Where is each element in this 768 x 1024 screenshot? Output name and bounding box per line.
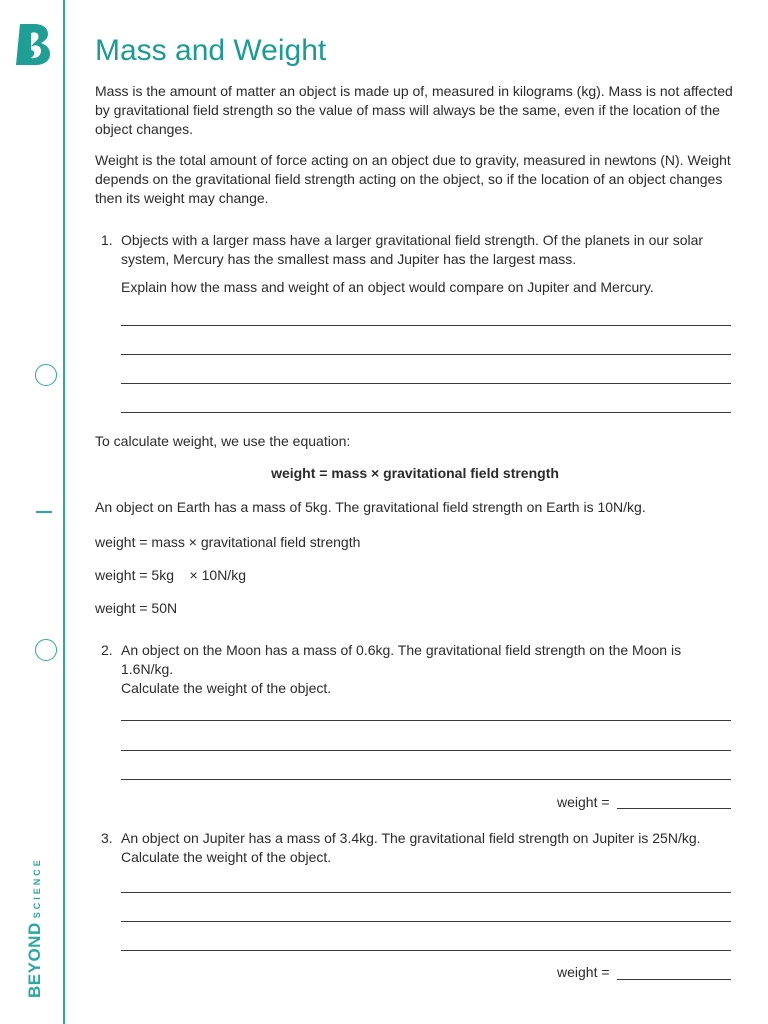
q3-working-line-1[interactable] xyxy=(121,892,731,893)
q2-answer-label: weight = xyxy=(557,794,610,810)
brand-word-beyond: BEYOND xyxy=(25,922,44,998)
margin-line xyxy=(63,0,65,1024)
fold-mark xyxy=(36,511,52,513)
weight-equation: weight = mass × gravitational field strength xyxy=(271,465,559,481)
q2-working-line-1[interactable] xyxy=(121,720,731,721)
equation-intro: To calculate weight, we use the equation: xyxy=(95,433,351,449)
beyond-logo-icon xyxy=(14,22,52,66)
q1-text: Objects with a larger mass have a larger gravitational field strength. Of the planets in our solar system, Mercury has the smallest mass and Jupiter has the largest mass. xyxy=(121,232,704,267)
q3-answer-field[interactable] xyxy=(617,979,731,980)
punch-hole-bottom xyxy=(35,639,57,661)
example-step-3: weight = 50N xyxy=(95,600,178,616)
example-given: An object on Earth has a mass of 5kg. The gravitational field strength on Earth is 10N/kg. xyxy=(95,499,646,515)
intro-mass-paragraph: Mass is the amount of matter an object is made up of, measured in kilograms (kg). Mass is not affected by gravitational field strength so the value of mass will always be the same, even if the location of the object changes. xyxy=(95,83,733,137)
q3-answer-label: weight = xyxy=(557,964,610,980)
q1-answer-line-3[interactable] xyxy=(121,383,731,384)
q2-answer-field[interactable] xyxy=(617,808,731,809)
q1-number: 1. xyxy=(101,232,113,248)
punch-hole-top xyxy=(35,364,57,386)
page-title: Mass and Weight xyxy=(95,34,327,67)
q1-answer-line-1[interactable] xyxy=(121,325,731,326)
example-step-2: weight = 5kg × 10N/kg xyxy=(95,567,246,583)
brand-vertical xyxy=(25,857,45,998)
q3-working-line-3[interactable] xyxy=(121,950,731,951)
q1-prompt: Explain how the mass and weight of an object would compare on Jupiter and Mercury. xyxy=(121,279,654,295)
brand-word-science: SCIENCE xyxy=(32,857,42,919)
intro-weight-paragraph: Weight is the total amount of force acting on an object due to gravity, measured in newtons (N). Weight depends on the gravitational field strength acting on the object, so if the location of an object changes then its weight may change. xyxy=(95,152,731,206)
example-step-1: weight = mass × gravitational field strength xyxy=(95,534,361,550)
q3-number: 3. xyxy=(101,830,113,846)
q2-working-line-2[interactable] xyxy=(121,750,731,751)
q3-text: An object on Jupiter has a mass of 3.4kg. The gravitational field strength on Jupiter is 25N/kg. xyxy=(121,830,701,846)
q2-working-line-3[interactable] xyxy=(121,779,731,780)
q1-answer-line-2[interactable] xyxy=(121,354,731,355)
q3-working-line-2[interactable] xyxy=(121,921,731,922)
q2-prompt: Calculate the weight of the object. xyxy=(121,680,332,696)
q1-answer-line-4[interactable] xyxy=(121,412,731,413)
q2-text: An object on the Moon has a mass of 0.6kg. The gravitational field strength on the Moon is 1.6N/kg. xyxy=(121,642,682,677)
q3-prompt: Calculate the weight of the object. xyxy=(121,849,332,865)
q2-number: 2. xyxy=(101,642,113,658)
